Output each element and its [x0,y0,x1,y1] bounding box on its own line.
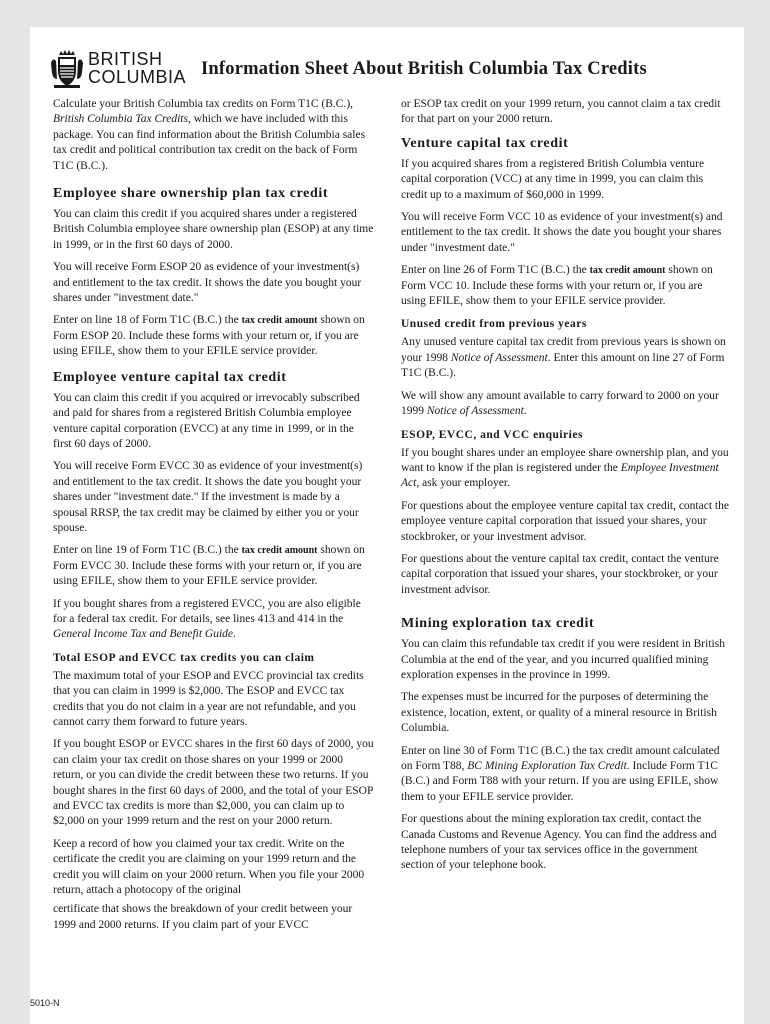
total-paragraph-4: certificate that shows the breakdown of your credit between your 1999 and 2000 returns. If you claim part of your EVCC [53,903,353,931]
esop-paragraph-2: You will receive Form ESOP 20 as evidence of your investment(s) and entitlement to the tax credit. It shows the date you bought your shares under "investment date." [53,261,362,305]
mining-paragraph-2: The expenses must be incurred for the purposes of determining the existence, location, extent, or quality of a mineral resource in British Columbia. [401,691,717,735]
esop-paragraph-3: Enter on line 18 of Form T1C (B.C.) the tax credit amount shown on Form ESOP 20. Include these forms with your return or, if you are using EFILE, show them to your EFILE service provider. [53,314,365,358]
right-column [401,97,729,881]
heading-vcc: Venture capital tax credit [401,135,569,151]
page-title: Information Sheet About British Columbia Tax Credits [201,59,647,79]
heading-total-esop-evcc: Total ESOP and EVCC tax credits you can claim [53,651,315,664]
vcc-paragraph-1: If you acquired shares from a registered British Columbia venture capital corporation (VCC) at any time in 1999, you can claim this credit up to a maximum of $60,000 in 1999. [401,157,705,201]
mining-paragraph-3: Enter on line 30 of Form T1C (B.C.) the tax credit amount calculated on Form T88, BC Mining Exploration Tax Credit. Include Form T1C (B.C.) and Form T88 with your return. If you are using EFILE, show them to your EFILE service provider. [401,744,720,803]
logo-text-columbia: COLUMBIA [88,67,187,87]
total-paragraph-2: If you bought ESOP or EVCC shares in the first 60 days of 2000, you can claim your tax credit on those shares on your 1999 or 2000 return, or you can divide the credit between these two returns. If you bought shares in the first 60 days of 2000, and the total of your ESOP and EVCC tax credits is more than $2,000, you can claim up to $2,000 on your 1999 return and the rest on your 2000 return. [53,738,374,828]
total-paragraph-1: The maximum total of your ESOP and EVCC provincial tax credits that you can claim in 1999 is $2,000. The ESOP and EVCC tax credits that you do not claim in a year are not refundable, and you cannot carry them forward to future years. [53,669,364,728]
evcc-paragraph-4: If you bought shares from a registered EVCC, you are also eligible for a federal tax credit. For details, see lines 413 and 414 in the General Income Tax and Benefit Guide. [53,597,361,641]
bc-crest-icon [50,49,84,89]
enquiries-paragraph-3: For questions about the venture capital tax credit, contact the venture capital corporation that issued your shares, your stockbroker, or your investment advisor. [401,552,719,596]
enquiries-paragraph-2: For questions about the employee venture capital tax credit, contact the employee venture capital corporation that issued your shares, your stockbroker, or your investment advisor. [401,499,729,543]
vcc-paragraph-3: Enter on line 26 of Form T1C (B.C.) the tax credit amount shown on Form VCC 10. Include these forms with your return or, if you are using EFILE, show them to your EFILE service provider. [401,264,713,308]
esop-paragraph-1: You can claim this credit if you acquired shares under a registered British Columbia employee share ownership plan (ESOP) at any time in 1999, or in the first 60 days of 2000. [53,208,374,251]
mining-paragraph-1: You can claim this refundable tax credit if you were resident in British Columbia at the end of the year, and you incurred qualified mining exploration expenses in the province in 1999. [401,638,725,681]
continued-paragraph: or ESOP tax credit on your 1999 return, you cannot claim a tax credit for that part on your 2000 return. [401,98,721,126]
vcc-paragraph-2: You will receive Form VCC 10 as evidence of your investment(s) and entitlement to the tax credit. It shows the date you bought your shares under "investment date." [401,211,723,254]
intro-paragraph: Calculate your British Columbia tax credits on Form T1C (B.C.), British Columbia Tax Credits, which we have included with this package. You can find information about the British Columbia sales tax credit and political contribution tax credit on the back of Form T1C (B.C.). [53,98,366,172]
unused-paragraph-2: We will show any amount available to carry forward to 2000 on your 1999 Notice of Assessment. [401,389,719,418]
bc-logo [50,47,187,91]
heading-mining: Mining exploration tax credit [401,616,595,632]
total-paragraph-3: Keep a record of how you claimed your tax credit. Write on the certificate the credit you are claiming on your 1999 return and the credit you will claim on your 2000 return. When you file your 2000 return, attach a photocopy of the original [53,837,365,897]
mining-paragraph-4: For questions about the mining exploration tax credit, contact the Canada Customs and Revenue Agency. You can find the address and telephone numbers of your tax services office in the government section of your telephone book. [401,813,717,872]
form-number: 5010-N [30,998,60,1008]
heading-evcc: Employee venture capital tax credit [53,369,287,385]
heading-enquiries: ESOP, EVCC, and VCC enquiries [401,428,583,441]
evcc-paragraph-2: You will receive Form EVCC 30 as evidence of your investment(s) and entitlement to the tax credit. It shows the date you bought your shares under "investment date." If the investment is made by a spousal RRSP, the tax credit may be claimed by either you or your spouse. [53,460,363,534]
unused-paragraph-1: Any unused venture capital tax credit from previous years is shown on your 1998 Notice of Assessment. Enter this amount on line 27 of Form T1C (B.C.). [401,336,726,380]
heading-esop: Employee share ownership plan tax credit [53,186,329,202]
enquiries-paragraph-1: If you bought shares under an employee share ownership plan, and you want to know if the plan is registered under the Employee Investment Act, ask your employer. [401,446,729,490]
document-page [30,27,744,1024]
page-header [50,47,740,95]
heading-unused-credit: Unused credit from previous years [401,318,587,331]
evcc-paragraph-1: You can claim this credit if you acquired or irrevocably subscribed and paid for shares from a registered British Columbia employee venture capital corporation (EVCC) at any time in 1999, or in the first 60 days of 2000. [53,391,360,450]
evcc-paragraph-3: Enter on line 19 of Form T1C (B.C.) the tax credit amount shown on Form EVCC 30. Include these forms with your return or, if you are using EFILE, show them to your EFILE service provider. [53,544,365,588]
left-column [53,97,374,940]
logo-text-british: BRITISH [88,49,163,69]
